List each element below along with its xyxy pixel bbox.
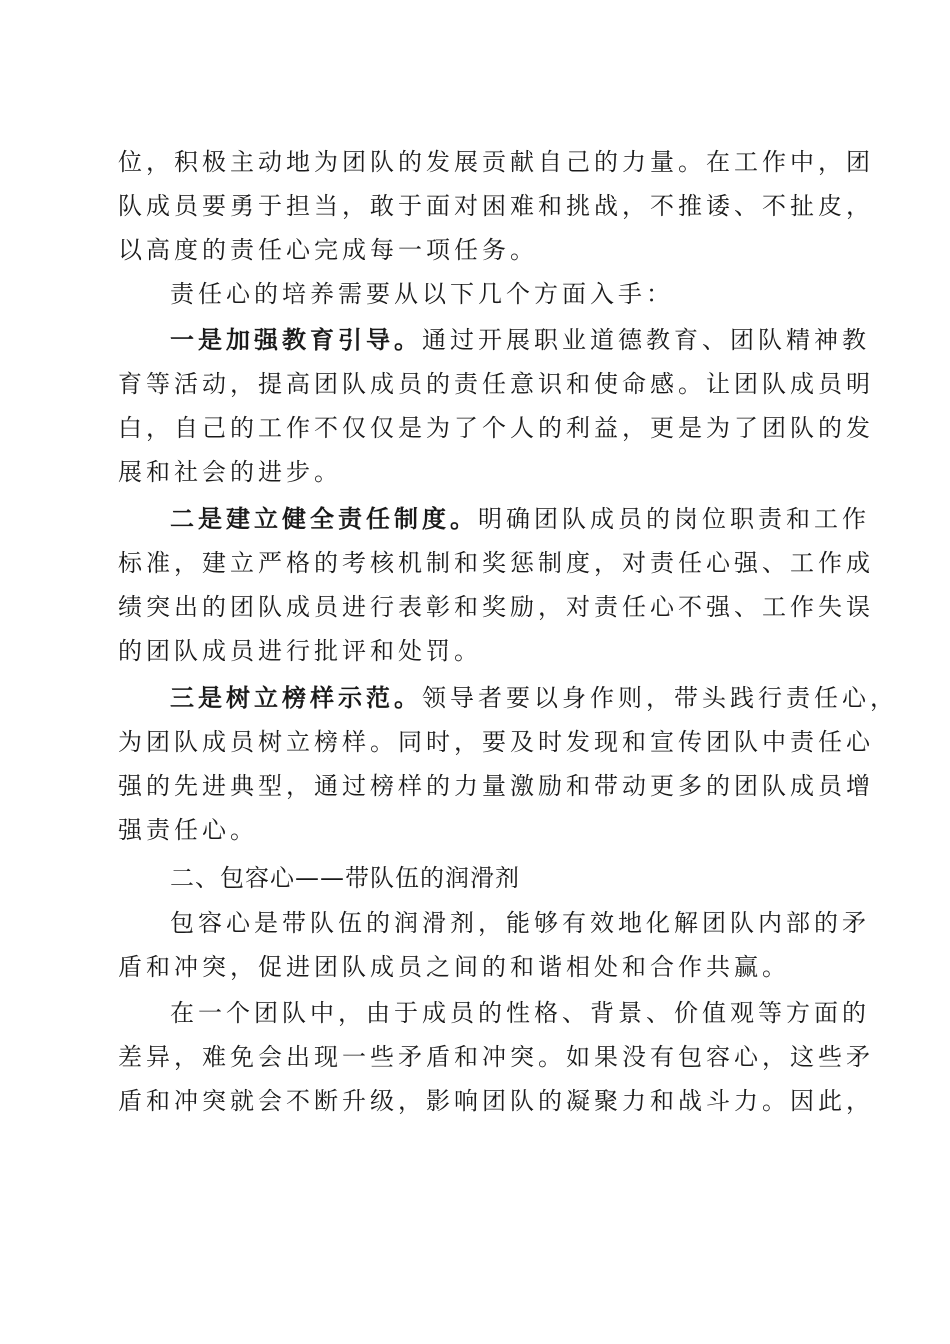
paragraph-lead: 一是加强教育引导。 (170, 325, 422, 354)
paragraph-3 (118, 318, 874, 494)
paragraph-4 (118, 497, 874, 673)
text-line: 在一个团队中，由于成员的性格、背景、价值观等方面的 (170, 999, 870, 1027)
text-line: 为团队成员树立榜样。同时，要及时发现和宣传团队中责任心 (118, 728, 874, 756)
section-heading-text: 二、包容心——带队伍的润滑剂 (170, 864, 520, 892)
paragraph-7 (118, 991, 874, 1123)
paragraph-lead: 二是建立健全责任制度。 (170, 504, 478, 533)
text-line: 盾和冲突就会不断升级，影响团队的凝聚力和战斗力。因此， (118, 1087, 874, 1115)
text-segment: 通过开展职业道德教育、团队精神教 (422, 326, 870, 354)
paragraph-6 (118, 901, 870, 989)
text-line: 以高度的责任心完成每一项任务。 (118, 236, 538, 264)
text-line: 展和社会的进步。 (118, 458, 342, 486)
text-line: 育等活动，提高团队成员的责任意识和使命感。让团队成员明 (118, 370, 874, 398)
text-line: 强的先进典型，通过榜样的力量激励和带动更多的团队成员增 (118, 772, 874, 800)
text-line: 盾和冲突，促进团队成员之间的和谐相处和合作共赢。 (118, 953, 790, 981)
text-line: 的团队成员进行批评和处罚。 (118, 637, 482, 665)
paragraph-2 (118, 272, 838, 316)
text-line: 队成员要勇于担当，敢于面对困难和挑战，不推诿、不扯皮， (118, 192, 874, 220)
text-line: 位，积极主动地为团队的发展贡献自己的力量。在工作中，团 (118, 148, 874, 176)
text-line: 标准，建立严格的考核机制和奖惩制度，对责任心强、工作成 (118, 549, 874, 577)
text-line: 白，自己的工作不仅仅是为了个人的利益，更是为了团队的发 (118, 414, 874, 442)
paragraph-1 (118, 140, 874, 272)
text-line: 绩突出的团队成员进行表彰和奖励，对责任心不强、工作失误 (118, 593, 874, 621)
paragraph-lead: 三是树立榜样示范。 (170, 683, 422, 712)
text-line: 差异，难免会出现一些矛盾和冲突。如果没有包容心，这些矛 (118, 1043, 874, 1071)
text-line: 包容心是带队伍的润滑剂，能够有效地化解团队内部的矛 (170, 909, 870, 937)
section-heading (118, 856, 838, 900)
text-line (118, 318, 870, 362)
text-segment: 领导者要以身作则，带头践行责任心， (422, 684, 898, 712)
paragraph-5 (118, 676, 898, 852)
text-line: 强责任心。 (118, 816, 258, 844)
text-line (118, 497, 870, 541)
text-line (118, 676, 898, 720)
text-line: 责任心的培养需要从以下几个方面入手： (170, 280, 674, 308)
text-segment: 明确团队成员的岗位职责和工作 (478, 505, 870, 533)
